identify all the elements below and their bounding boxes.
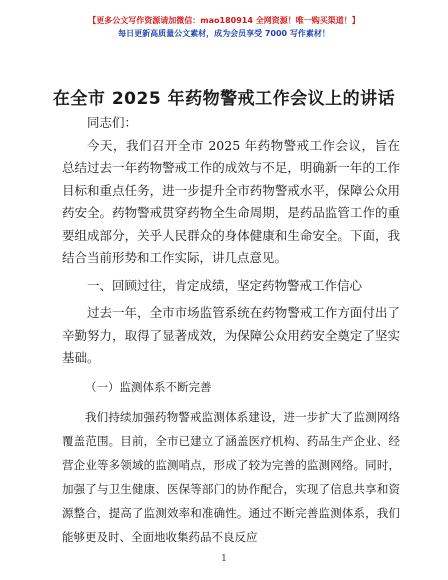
paragraph-monitoring: 我们持续加强药物警戒监测体系建设，进一步扩大了监测网络覆盖范围。目前，全市已建立了涵盖医疗机构、药品生产企业、经营企业等多领域的监测哨点，形成了较为完善的监测网络。同时，加强了与卫生健康、医保等部门的协作配合，实现了信息共享和资源整合，提高了监测效率和准确性。通过不断完善监测体系，我们能够更及时、全面地收集药品不良反应 [62, 410, 400, 544]
salutation: 同志们： [87, 115, 138, 130]
document-title: 在全市 2025 年药物警戒工作会议上的讲话 [52, 89, 396, 109]
subsection-heading-1: （一）监测体系不断完善 [85, 379, 212, 394]
paragraph-intro: 今天，我们召开全市 2025 年药物警戒工作会议，旨在总结过去一年药物警戒工作的成效与不足，明确新一年的工作目标和重点任务，进一步提升全市药物警戒水平，保障公众用药安全。药物警戒贯穿药物全生命周期，是药品监管工作的重要组成部分，关乎人民群众的身体健康和生命安全。下面，我结合当前形势和工作实际，讲几点意见。 [62, 137, 400, 265]
section-heading-1: 一、回顾过往，肯定成绩，坚定药物警戒工作信心 [87, 277, 363, 293]
document-body [62, 112, 400, 549]
promo-banner-line-2: 每日更新高质量公文素材，成为会员享受 7000 写作素材！ [118, 29, 330, 38]
promo-banner-line-1: 【更多公文写作资源请加微信：mao180914 全网资源！唯一购买渠道！】 [88, 16, 360, 25]
page-number: 1 [221, 554, 227, 564]
paragraph-review: 过去一年，全市市场监管系统在药物警戒工作方面付出了辛勤努力，取得了显著成效，为保障公众用药安全奠定了坚实基础。 [62, 305, 400, 365]
promo-banner [0, 14, 448, 40]
